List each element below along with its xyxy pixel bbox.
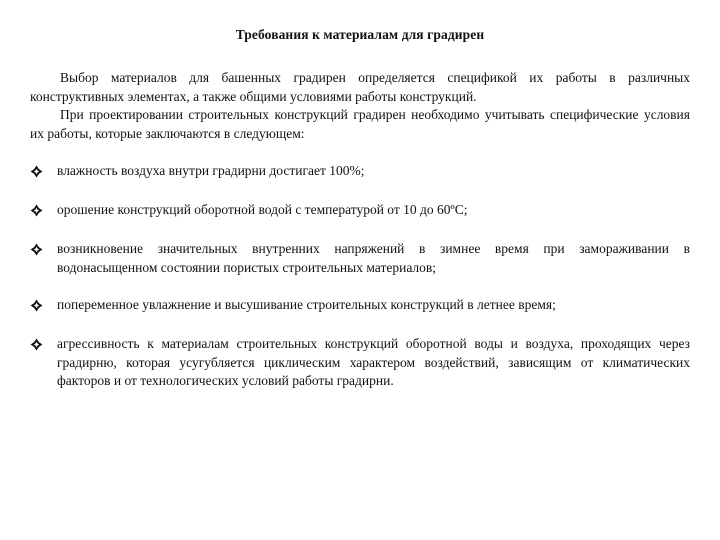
diamond-bullet-icon <box>30 338 43 351</box>
list-item-text: попеременное увлажнение и высушивание строительных конструкций в летнее время; <box>57 297 556 312</box>
conditions-paragraph: При проектировании строительных конструкций градирен необходимо учитывать специфические условия их работы, которые заключаются в следующем: <box>30 107 690 141</box>
list-item-text: агрессивность к материалам строительных конструкций оборотной воды и воздуха, проходящих через градирню, которая усугубляется циклическим характером воздействий, зависящим от климатических факторов и от технологических условий работы градирни. <box>57 336 690 388</box>
intro-paragraph: Выбор материалов для башенных градирен определяется спецификой их работы в различных конструктивных элементах, а также общими условиями работы конструкций. <box>30 70 690 104</box>
list-item-text: влажность воздуха внутри градирни достигает 100%; <box>57 163 365 178</box>
list-item-text: возникновение значительных внутренних напряжений в зимнее время при замораживании в водонасыщенном состоянии пористых строительных материалов; <box>57 241 690 275</box>
diamond-bullet-icon <box>30 165 43 178</box>
list-item-text: орошение конструкций оборотной водой с температурой от 10 до 60ºС; <box>57 202 468 217</box>
document-title: Требования к материалам для градирен <box>235 27 485 42</box>
diamond-bullet-icon <box>30 243 43 256</box>
diamond-bullet-icon <box>30 204 43 217</box>
diamond-bullet-icon <box>30 299 43 312</box>
